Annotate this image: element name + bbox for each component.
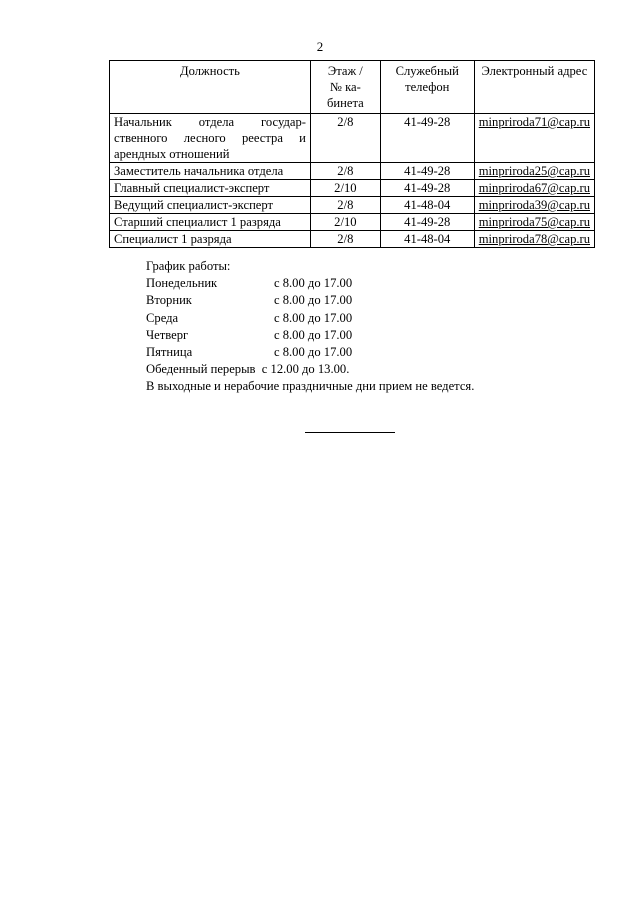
schedule-row: [146, 327, 616, 344]
holiday-note: В выходные и нерабочие праздничные дни прием не ведется.: [146, 379, 475, 394]
cell-position: Главный специалист-эксперт: [110, 180, 311, 197]
schedule-row: [146, 310, 616, 327]
cell-position: Заместитель начальника отдела: [110, 163, 311, 180]
header-phone: Служебный телефон: [380, 61, 474, 114]
cell-floor-room: 2/10: [310, 214, 380, 231]
table-row: [110, 197, 595, 214]
header-position: Должность: [110, 61, 311, 114]
email-link[interactable]: minpriroda67@cap.ru: [478, 181, 590, 195]
schedule-row: [146, 292, 616, 309]
cell-floor-room: 2/10: [310, 180, 380, 197]
cell-phone: 41-49-28: [380, 114, 474, 163]
cell-email: [474, 163, 594, 180]
schedule-day: Вторник: [146, 293, 192, 308]
cell-phone: 41-49-28: [380, 180, 474, 197]
schedule-day: Пятница: [146, 345, 193, 360]
email-link[interactable]: minpriroda39@cap.ru: [478, 198, 590, 212]
closing-separator-line: [305, 432, 395, 433]
cell-phone: 41-49-28: [380, 163, 474, 180]
cell-phone: 41-48-04: [380, 197, 474, 214]
schedule-hours: с 8.00 до 17.00: [274, 345, 353, 360]
cell-floor-room: 2/8: [310, 114, 380, 163]
table-row: [110, 231, 595, 248]
schedule-day: Среда: [146, 310, 179, 325]
header-email: Электронный адрес: [474, 61, 594, 114]
schedule-row: [146, 344, 616, 361]
staff-contacts-table: [109, 60, 595, 248]
schedule-row: [146, 275, 616, 292]
cell-email: [474, 214, 594, 231]
cell-floor-room: 2/8: [310, 163, 380, 180]
schedule-hours: с 8.00 до 17.00: [274, 293, 353, 308]
cell-floor-room: 2/8: [310, 231, 380, 248]
schedule-title: График работы:: [146, 259, 231, 273]
cell-phone: 41-48-04: [380, 231, 474, 248]
header-floor-room: Этаж / № ка- бинета: [310, 61, 380, 114]
cell-position: Начальник отдела государ-ственного лесного реестра и арендных отношений: [110, 114, 311, 163]
work-schedule: [146, 258, 616, 396]
schedule-hours: с 8.00 до 17.00: [274, 276, 353, 291]
table-row: [110, 163, 595, 180]
table-header-row: [110, 61, 595, 114]
page-number: 2: [316, 39, 324, 54]
schedule-day: Понедельник: [146, 276, 218, 291]
schedule-hours: с 8.00 до 17.00: [274, 327, 353, 342]
cell-position: Ведущий специалист-эксперт: [110, 197, 311, 214]
email-link[interactable]: minpriroda78@cap.ru: [478, 232, 590, 246]
cell-email: [474, 197, 594, 214]
cell-position: Старший специалист 1 разряда: [110, 214, 311, 231]
cell-email: [474, 114, 594, 163]
cell-phone: 41-49-28: [380, 214, 474, 231]
schedule-hours: с 8.00 до 17.00: [274, 310, 353, 325]
cell-position: Специалист 1 разряда: [110, 231, 311, 248]
table-row: [110, 180, 595, 197]
email-link[interactable]: minpriroda75@cap.ru: [478, 215, 590, 229]
lunch-break: Обеденный перерыв с 12.00 до 13.00.: [146, 362, 350, 377]
email-link[interactable]: minpriroda25@cap.ru: [478, 164, 590, 178]
cell-email: [474, 180, 594, 197]
table-row: [110, 214, 595, 231]
email-link[interactable]: minpriroda71@cap.ru: [478, 115, 590, 129]
cell-email: [474, 231, 594, 248]
schedule-day: Четверг: [146, 327, 189, 342]
cell-floor-room: 2/8: [310, 197, 380, 214]
table-row: [110, 114, 595, 163]
